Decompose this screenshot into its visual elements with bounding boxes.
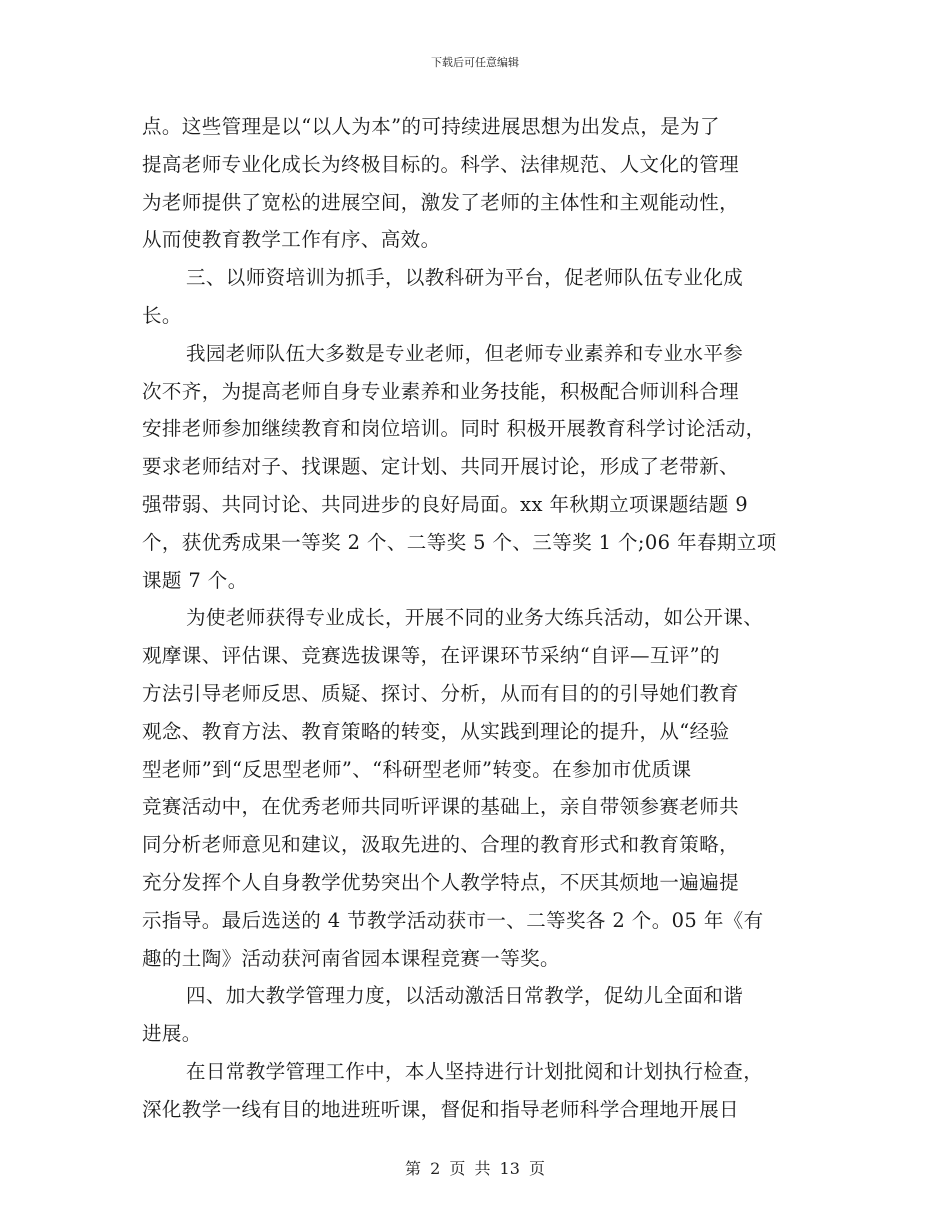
text-line: 进展。: [142, 1022, 202, 1046]
page-number-footer: 第 2 页 共 13 页: [405, 1159, 545, 1178]
text-line: 长。: [142, 303, 182, 327]
text-line: 我园老师队伍大多数是专业老师，但老师专业素养和专业水平参: [186, 341, 744, 365]
text-line: 点。这些管理是以“以人为本”的可持续进展思想为出发点，是为了: [142, 115, 720, 138]
text-line: 同分析老师意见和建议，汲取先进的、合理的教育形式和教育策略，: [142, 833, 740, 857]
text-line: 三、以师资培训为抓手，以教科研为平台，促老师队伍专业化成: [186, 266, 744, 290]
text-line: 充分发挥个人自身教学优势突出个人教学特点，不厌其烦地一遍遍提: [142, 870, 740, 894]
text-line: 深化教学一线有目的地进班听课，督促和指导老师科学合理地开展日: [142, 1097, 740, 1121]
page-header: 下载后可任意编辑: [431, 56, 519, 69]
text-line: 提高老师专业化成长为终极目标的。科学、法律规范、人文化的管理: [142, 152, 740, 176]
text-line: 观摩课、评估课、竞赛选拔课等，在评课环节采纳“自评—互评”的: [142, 644, 720, 668]
text-line: 竞赛活动中，在优秀老师共同听评课的基础上，亲自带领参赛老师共: [142, 795, 740, 819]
document-body: [142, 108, 822, 1129]
text-line: 观念、教育方法、教育策略的转变，从实践到理论的提升，从“经验: [142, 719, 730, 743]
text-line: 次不齐，为提高老师自身专业素养和业务技能，积极配合师训科合理: [142, 379, 740, 403]
text-line: 方法引导老师反思、质疑、探讨、分析，从而有目的的引导她们教育: [142, 681, 740, 705]
text-line: 为老师提供了宽松的进展空间，激发了老师的主体性和主观能动性，: [142, 190, 740, 214]
text-line: 四、加大教学管理力度，以活动激活日常教学，促幼儿全面和谐: [186, 984, 744, 1008]
text-line: 示指导。最后选送的 4 节教学活动获市一、二等奖各 2 个。05 年《有: [142, 908, 764, 932]
text-line: 在日常教学管理工作中，本人坚持进行计划批阅和计划执行检查，: [186, 1059, 764, 1083]
text-line: 型老师”到“反思型老师”、“科研型老师”转变。在参加市优质课: [142, 757, 692, 781]
text-line: 趣的土陶》活动获河南省园本课程竞赛一等奖。: [142, 946, 560, 970]
text-line: 为使老师获得专业成长，开展不同的业务大练兵活动，如公开课、: [186, 606, 764, 630]
text-line: 课题 7 个。: [142, 568, 248, 592]
text-line: 要求老师结对子、找课题、定计划、共同开展讨论，形成了老带新、: [142, 455, 740, 479]
text-line: 安排老师参加继续教育和岗位培训。同时 积极开展教育科学讨论活动，: [142, 417, 766, 441]
text-line: 个，获优秀成果一等奖 2 个、二等奖 5 个、三等奖 1 个;06 年春期立项: [142, 530, 777, 554]
text-line: 强带弱、共同讨论、共同进步的良好局面。xx 年秋期立项课题结题 9: [142, 492, 748, 516]
text-line: 从而使教育教学工作有序、高效。: [142, 228, 441, 252]
